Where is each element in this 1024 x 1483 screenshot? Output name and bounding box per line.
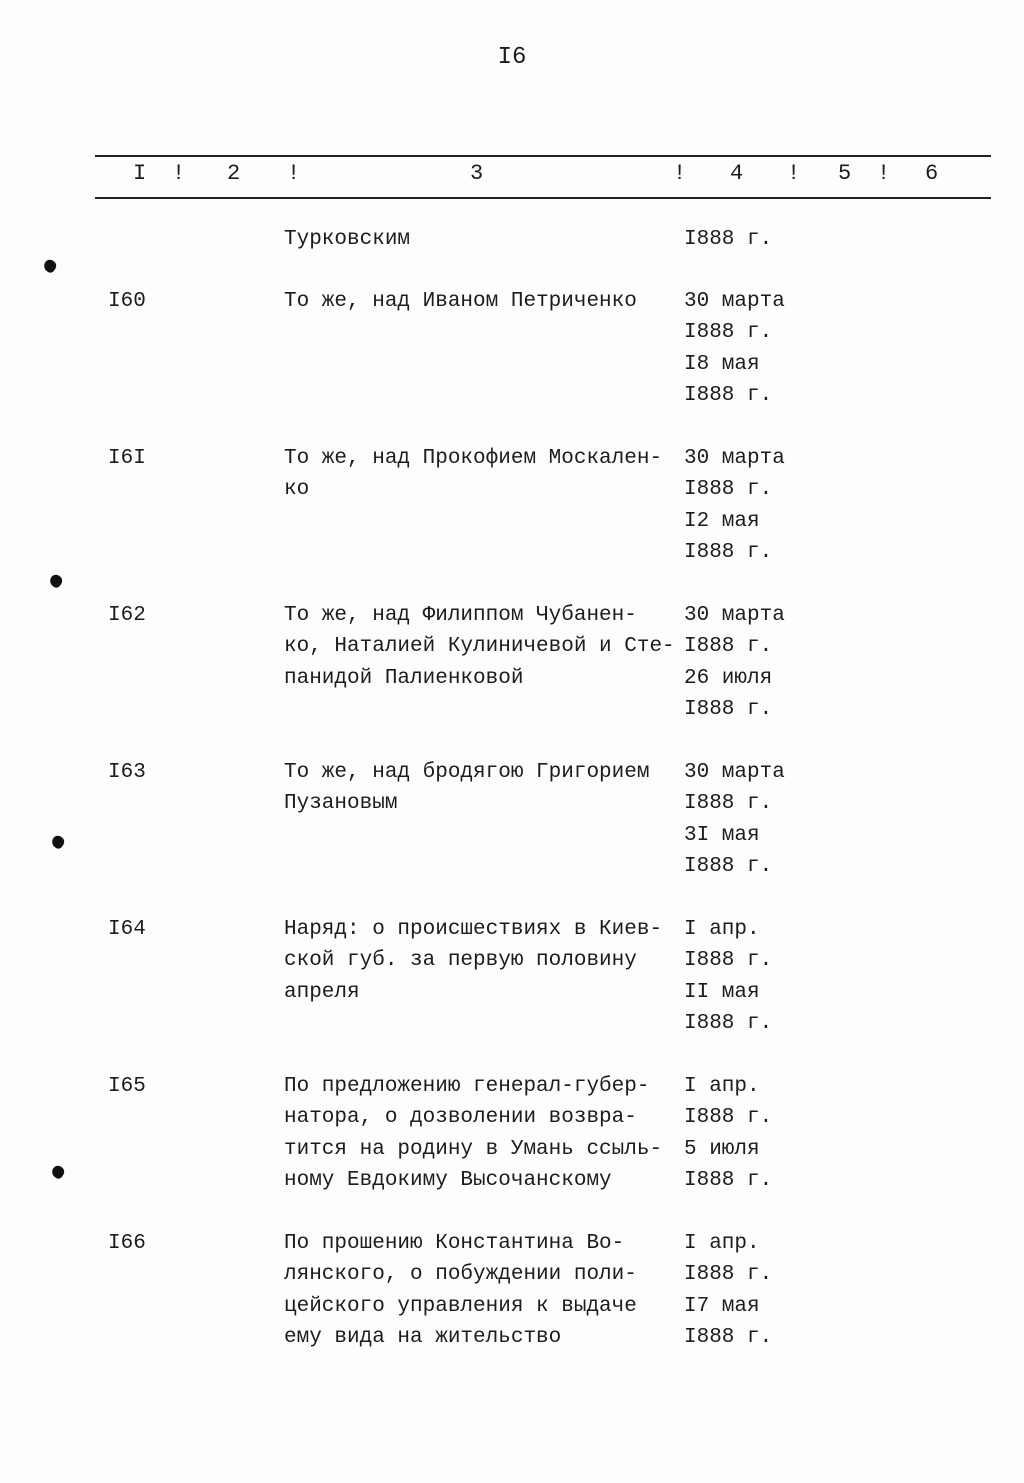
entry-title: По прошению Константина Во- лянского, о побуждении поли- цейского управления к выдаче ему вида на жительство [284, 1232, 637, 1349]
page-number: I6 [497, 44, 527, 71]
entry-number: I66 [108, 1232, 146, 1255]
entry-dates: I апр. I888 г. I7 мая I888 г. [684, 1232, 773, 1349]
entry-title: То же, над Прокофием Москален- ко [284, 447, 663, 502]
entry-dates: 30 марта I888 г. 26 июля I888 г. [684, 604, 785, 721]
entry-number: I6I [108, 447, 146, 470]
col-header-3: 3 [470, 161, 484, 186]
col-separator: ! [172, 161, 186, 186]
header-bottom-rule [95, 197, 991, 199]
col-separator: ! [673, 161, 687, 186]
entry-title: То же, над Филиппом Чубанен- ко, Наталией Кулиничевой и Сте- панидой Палиенковой [284, 604, 675, 690]
entry-dates: 30 марта I888 г. 3I мая I888 г. [684, 761, 785, 878]
col-header-4: 4 [730, 161, 744, 186]
column-header-row [0, 161, 1024, 191]
entry-number: I62 [108, 604, 146, 627]
entry-dates: 30 марта I888 г. I2 мая I888 г. [684, 447, 785, 564]
punch-hole-mark [50, 834, 67, 851]
col-header-1: I [133, 161, 147, 186]
col-separator: ! [787, 161, 801, 186]
entry-number: I63 [108, 761, 146, 784]
col-header-2: 2 [227, 161, 241, 186]
col-header-5: 5 [838, 161, 852, 186]
entry-dates: 30 марта I888 г. I8 мая I888 г. [684, 290, 785, 407]
entry-number: I64 [108, 918, 146, 941]
entry-title: Турковским [284, 228, 411, 251]
entry-title: По предложению генерал-губер- натора, о дозволении возвра- тится на родину в Умань ссыль- ному Евдокиму Высочанскому [284, 1075, 663, 1192]
punch-hole-mark [48, 573, 65, 590]
entry-dates: I апр. I888 г. II мая I888 г. [684, 918, 773, 1035]
col-header-6: 6 [925, 161, 939, 186]
punch-hole-mark [42, 258, 59, 275]
entry-number: I60 [108, 290, 146, 313]
entry-dates: I888 г. [684, 228, 773, 251]
entry-title: Наряд: о происшествиях в Киев- ской губ. за первую половину апреля [284, 918, 663, 1004]
entry-dates: I апр. I888 г. 5 июля I888 г. [684, 1075, 773, 1192]
punch-hole-mark [50, 1164, 67, 1181]
entry-title: То же, над бродягою Григорием Пузановым [284, 761, 650, 816]
col-separator: ! [877, 161, 891, 186]
header-top-rule [95, 155, 991, 157]
entry-number: I65 [108, 1075, 146, 1098]
col-separator: ! [287, 161, 301, 186]
entry-title: То же, над Иваном Петриченко [284, 290, 637, 313]
